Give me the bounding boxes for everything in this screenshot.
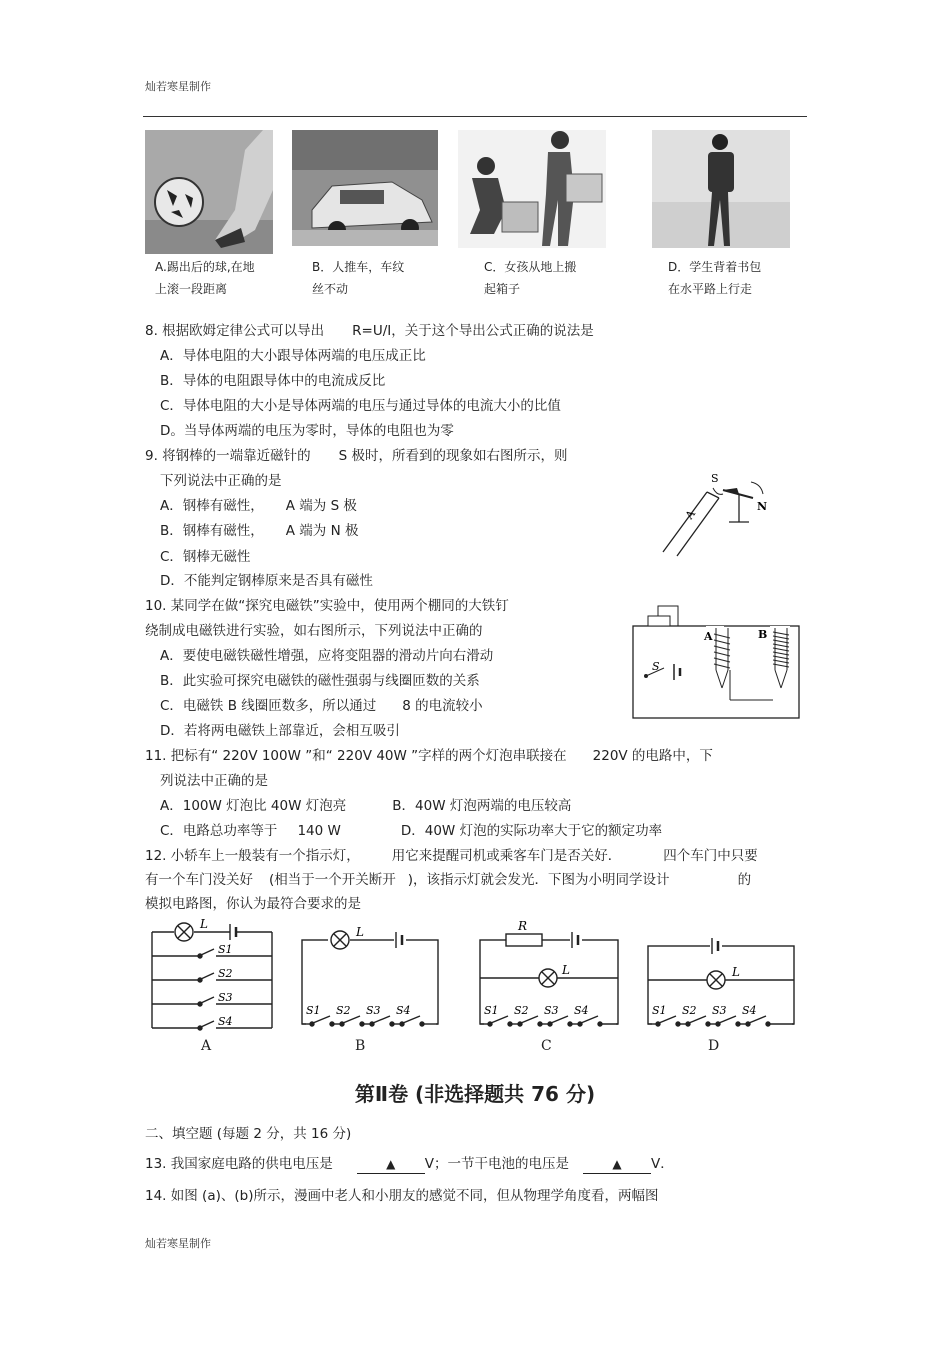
q12-b-lamp-label: L bbox=[356, 925, 364, 939]
q12-stem-line3: 模拟电路图，你认为最符合要求的是 bbox=[145, 896, 361, 912]
q9-option-c: C．钢棒无磁性 bbox=[160, 549, 251, 565]
photo-c-caption: C．女孩从地上搬 起箱子 bbox=[484, 260, 577, 296]
q11-option-c: C．电路总功率等于 140 W bbox=[160, 823, 341, 839]
q11-options-cd bbox=[160, 822, 662, 840]
photo-b-caption: B．人推车，车纹 丝不动 bbox=[312, 260, 405, 296]
q13-line: 13. 我国家庭电路的供电电压是 ▲ V；一节干电池的电压是 ▲ V． bbox=[145, 1156, 674, 1172]
q12-b-s3: S3 bbox=[366, 1004, 381, 1017]
q12-b-s1: S1 bbox=[306, 1004, 321, 1017]
q12-a-s2: S2 bbox=[218, 967, 233, 980]
photo-d-caption: D．学生背着书包 在水平路上行走 bbox=[668, 260, 762, 296]
q12-c-s2: S2 bbox=[514, 1004, 529, 1017]
photo-a-kicked-ball bbox=[145, 130, 273, 254]
q9-option-d: D．不能判定钢棒原来是否具有磁性 bbox=[160, 573, 373, 589]
q9-option-a: A．钢棒有磁性， A 端为 S 极 bbox=[160, 498, 357, 514]
photo-d-student-walking bbox=[652, 130, 790, 248]
q9-option-b: B．钢棒有磁性， A 端为 N 极 bbox=[160, 523, 359, 539]
q10-switch-label: S bbox=[652, 660, 660, 673]
q10-a-label: A bbox=[704, 630, 713, 643]
q12-circuit-c bbox=[476, 918, 622, 1030]
q11-options-ab bbox=[160, 797, 571, 815]
q10-b-label: B bbox=[758, 628, 768, 641]
q10-option-d: D．若将两电磁铁上部靠近，会相互吸引 bbox=[160, 723, 400, 739]
q10-stem: 10. 某同学在做“探究电磁铁”实验中，使用两个棚同的大铁钉 bbox=[145, 598, 509, 614]
page-footer: 灿若寒星制作 bbox=[145, 1237, 211, 1250]
q10-stem-cont: 绕制成电磁铁进行实验，如右图所示，下列说法中正确的 bbox=[145, 623, 483, 639]
section-2-title: 第Ⅱ卷 (非选择题共 76 分) bbox=[354, 1082, 596, 1106]
q12-a-s1: S1 bbox=[218, 943, 233, 956]
page-header: 灿若寒星制作 bbox=[145, 80, 211, 93]
q13-blank-2[interactable]: ▲ bbox=[583, 1155, 651, 1174]
q11-option-b: B．40W 灯泡两端的电压较高 bbox=[392, 798, 572, 814]
q11-option-a: A．100W 灯泡比 40W 灯泡亮 bbox=[160, 798, 347, 814]
q9-rod-a-label: A bbox=[682, 507, 699, 522]
q10-option-a: A．要使电磁铁磁性增强，应将变阻器的滑动片向右滑动 bbox=[160, 648, 494, 664]
q9-stem: 9. 将钢棒的一端靠近磁针的 S 极时，所看到的现象如右图所示，则 bbox=[145, 448, 568, 464]
q12-a-s4: S4 bbox=[218, 1015, 233, 1028]
q11-stem: 11. 把标有“ 220V 100W ”和“ 220V 40W ”字样的两个灯泡串联接在 220V 的电路中，下 bbox=[145, 748, 713, 764]
q12-b-s2: S2 bbox=[336, 1004, 351, 1017]
q9-stem-cont: 下列说法中正确的是 bbox=[160, 473, 282, 489]
q12-c-s3: S3 bbox=[544, 1004, 559, 1017]
q8-stem: 8. 根据欧姆定律公式可以导出 R=U/I，关于这个导出公式正确的说法是 bbox=[145, 323, 594, 339]
q10-option-c: C．电磁铁 B 线圈匝数多，所以通过 8 的电流较小 bbox=[160, 698, 483, 714]
q11-option-d: D．40W 灯泡的实际功率大于它的额定功率 bbox=[400, 823, 663, 839]
q9-s-label: S bbox=[711, 472, 719, 485]
q12-c-lamp-label: L bbox=[562, 963, 570, 977]
photo-a-caption: A.踢出后的球,在地 上滚一段距离 bbox=[155, 260, 255, 296]
q12-stem-line2: 有一个车门没关好 (相当于一个开关断开 )，该指示灯就会发光．下图为小明同学设计 的 bbox=[145, 872, 752, 888]
q12-d-s2: S2 bbox=[682, 1004, 697, 1017]
q12-circuit-d-label: D bbox=[708, 1038, 720, 1054]
q12-d-lamp-label: L bbox=[732, 965, 740, 979]
q12-b-s4: S4 bbox=[396, 1004, 411, 1017]
q14-line: 14. 如图 (a)、(b)所示，漫画中老人和小朋友的感觉不同，但从物理学角度看，两幅图 bbox=[145, 1188, 659, 1204]
q12-c-s1: S1 bbox=[484, 1004, 499, 1017]
q12-circuit-a bbox=[148, 918, 276, 1034]
q12-circuit-a-label: A bbox=[201, 1038, 212, 1054]
photo-b-pushing-car bbox=[292, 130, 438, 246]
fill-in-heading: 二、填空题 (每题 2 分，共 16 分) bbox=[145, 1126, 352, 1142]
q12-circuit-b-label: B bbox=[355, 1038, 366, 1054]
q12-d-s4: S4 bbox=[742, 1004, 757, 1017]
q8-option-b: B．导体的电阻跟导体中的电流成反比 bbox=[160, 373, 386, 389]
q12-c-resistor-label: R bbox=[518, 919, 528, 933]
q9-n-label: N bbox=[757, 500, 768, 513]
q10-option-b: B．此实验可探究电磁铁的磁性强弱与线圈匝数的关系 bbox=[160, 673, 480, 689]
q8-option-a: A．导体电阻的大小跟导体两端的电压成正比 bbox=[160, 348, 426, 364]
q8-option-d: D。当导体两端的电压为零时，导体的电阻也为零 bbox=[160, 423, 454, 439]
q12-circuit-c-label: C bbox=[541, 1038, 552, 1054]
q12-c-s4: S4 bbox=[574, 1004, 589, 1017]
q11-stem-cont: 列说法中正确的是 bbox=[160, 773, 268, 789]
q13-blank-1[interactable]: ▲ bbox=[357, 1155, 425, 1174]
q10-electromagnet-figure bbox=[630, 600, 802, 722]
q12-a-lamp-label: L bbox=[200, 918, 208, 931]
q12-circuit-b bbox=[298, 922, 442, 1028]
q8-option-c: C．导体电阻的大小是导体两端的电压与通过导体的电流大小的比值 bbox=[160, 398, 561, 414]
q12-d-s1: S1 bbox=[652, 1004, 667, 1017]
q12-d-s3: S3 bbox=[712, 1004, 727, 1017]
q9-magnet-figure bbox=[655, 470, 775, 560]
q12-stem-line1: 12. 小轿车上一般装有一个指示灯， 用它来提醒司机或乘客车门是否关好． 四个车门中只要 bbox=[145, 848, 758, 864]
q12-a-s3: S3 bbox=[218, 991, 233, 1004]
photo-c-girl-lifting-box bbox=[458, 130, 606, 248]
q12-circuit-d bbox=[644, 928, 798, 1030]
header-rule bbox=[143, 116, 807, 117]
